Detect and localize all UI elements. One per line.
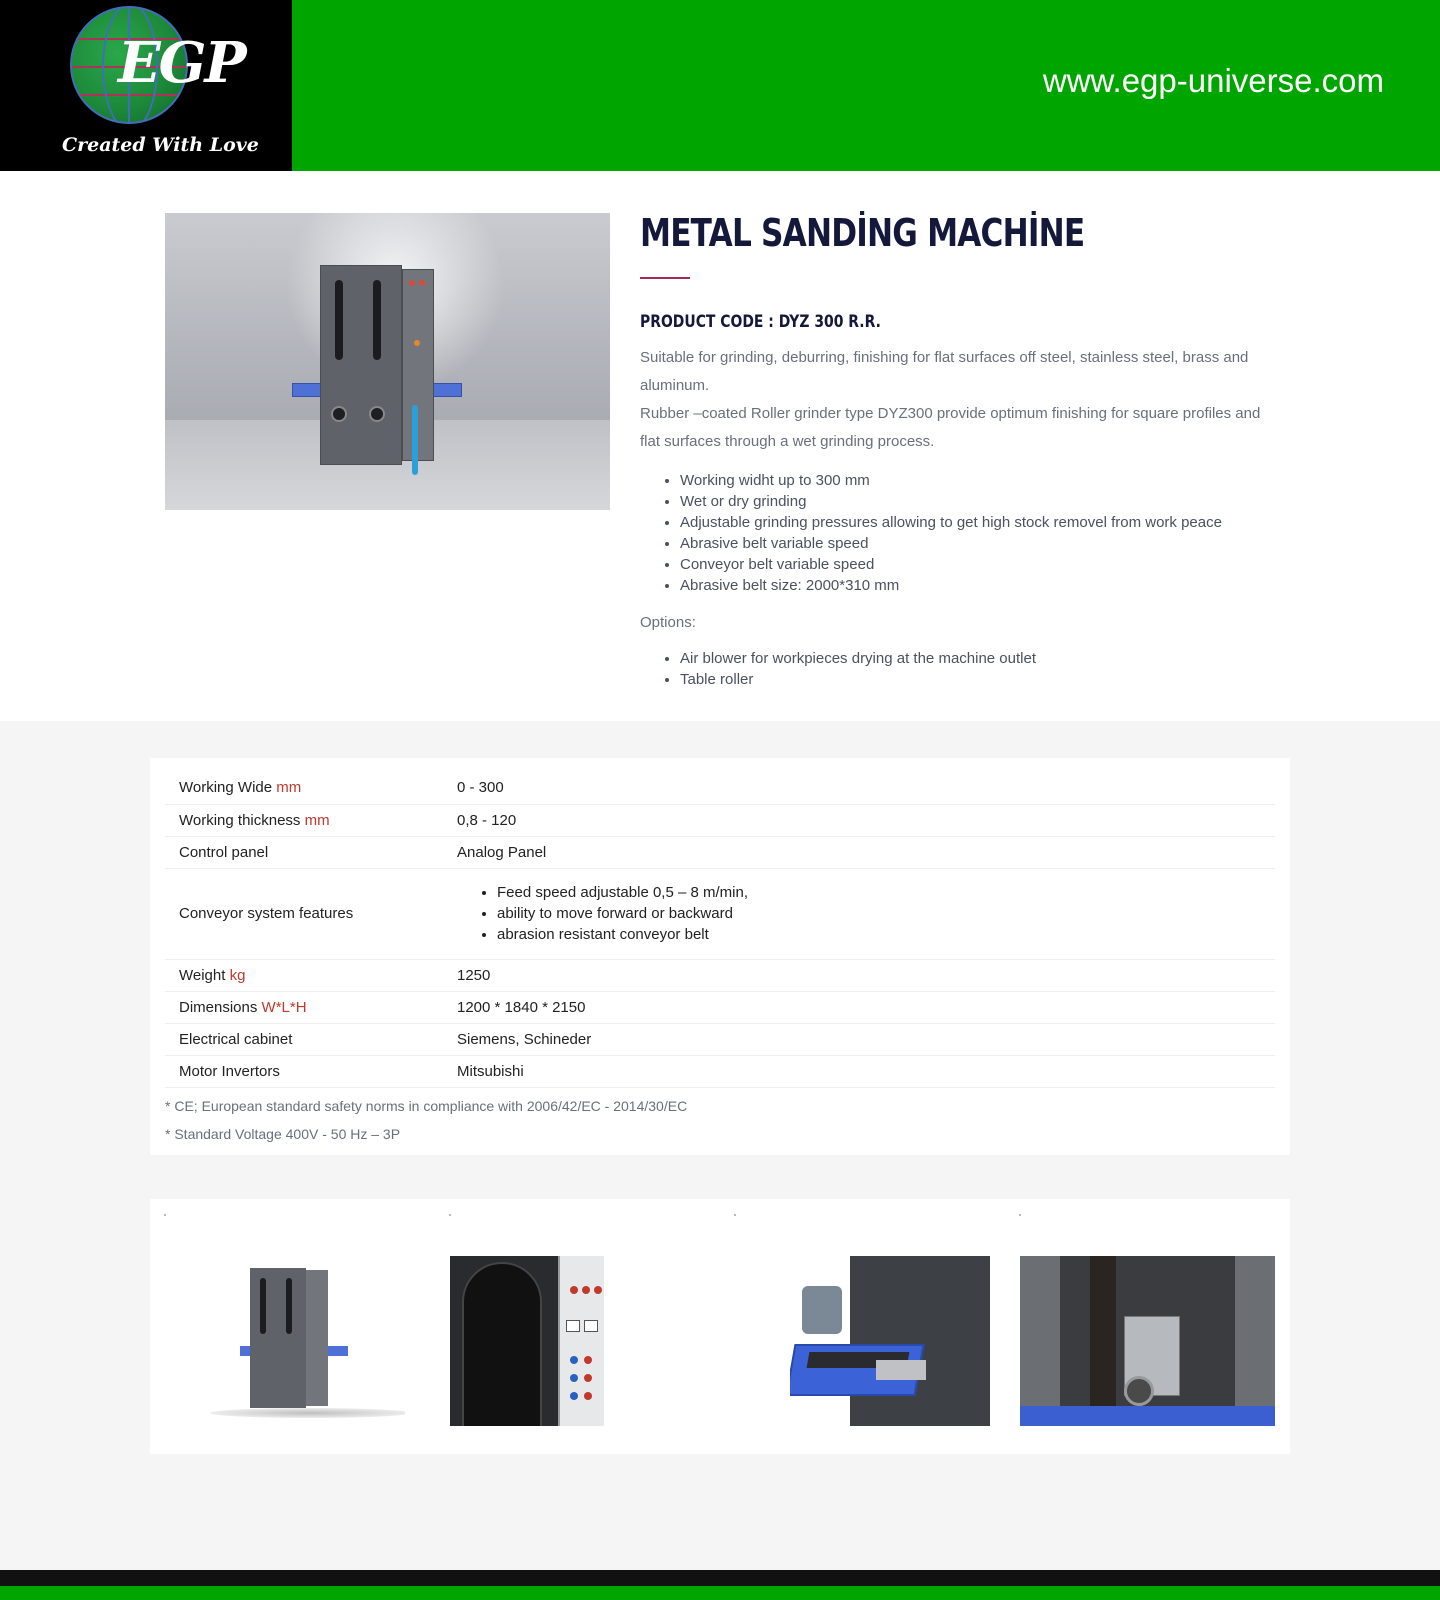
description-line: Suitable for grinding, deburring, finishing for flat surfaces off steel, stainless steel, brass and aluminum.: [640, 349, 1249, 394]
spec-unit: W*L*H: [261, 998, 307, 1016]
table-row: [165, 868, 1275, 959]
table-row: [165, 836, 1275, 868]
options-label: Options:: [640, 614, 696, 631]
spec-value: 1250: [443, 959, 1275, 991]
spec-unit: kg: [229, 966, 246, 984]
options-list: [640, 648, 1280, 690]
spec-value: 0,8 - 120: [443, 804, 1275, 836]
product-section: [0, 171, 1440, 721]
website-link[interactable]: www.egp-universe.com: [1042, 62, 1384, 99]
table-row: [165, 1023, 1275, 1055]
site-header: [0, 0, 1440, 171]
product-info: [640, 211, 1280, 690]
specs-card: [150, 758, 1290, 1155]
product-title: METAL SANDİNG MACHİNE: [640, 211, 1085, 255]
list-item: • Table roller: [680, 669, 1280, 690]
list-item: • Feed speed adjustable 0,5 – 8 m/min,: [497, 882, 1261, 903]
spec-value: Mitsubishi: [443, 1055, 1275, 1087]
description-line: Rubber –coated Roller grinder type DYZ300 provide optimum finishing for square profiles and flat surfaces through a wet grinding process.: [640, 405, 1261, 450]
list-item: • Abrasive belt size: 2000*310 mm: [680, 575, 1280, 596]
spec-label: Conveyor system features: [179, 905, 354, 922]
image-gallery: [150, 1199, 1290, 1454]
product-description: [640, 344, 1280, 456]
product-code: PRODUCT CODE : DYZ 300 R.R.: [640, 312, 881, 332]
note-line: * CE; European standard safety norms in compliance with 2006/42/EC - 2014/30/EC: [165, 1098, 688, 1114]
spec-label: Dimensions: [179, 998, 258, 1016]
logo-tagline: Created With Love: [62, 134, 259, 156]
note-line: * Standard Voltage 400V - 50 Hz – 3P: [165, 1126, 401, 1142]
feature-list: [640, 470, 1280, 596]
gallery-thumb-machine-front[interactable]: [190, 1256, 405, 1426]
list-item: • Air blower for workpieces drying at the machine outlet: [680, 648, 1280, 669]
list-item: • abrasion resistant conveyor belt: [497, 924, 1261, 945]
table-row: [165, 1055, 1275, 1087]
list-item: • Adjustable grinding pressures allowing to get high stock removel from work peace: [680, 512, 1280, 533]
title-divider: [640, 277, 690, 279]
spec-value: Analog Panel: [443, 836, 1275, 868]
list-item: • Abrasive belt variable speed: [680, 533, 1280, 554]
product-main-image[interactable]: [165, 213, 610, 510]
gallery-thumb-control-panel[interactable]: [450, 1256, 604, 1426]
spec-unit: mm: [276, 779, 302, 797]
spec-label: Working Wide: [179, 779, 273, 797]
list-item: • Wet or dry grinding: [680, 491, 1280, 512]
list-item: • ability to move forward or backward: [497, 903, 1261, 924]
list-item: • Working widht up to 300 mm: [680, 470, 1280, 491]
specs-table: [165, 772, 1275, 1088]
table-row: [165, 959, 1275, 991]
machine-illustration: [320, 265, 440, 465]
spec-label: Working thickness: [179, 811, 301, 829]
conveyor-features-list: [457, 882, 1261, 945]
table-row: [165, 991, 1275, 1023]
spec-value: Siemens, Schineder: [443, 1023, 1275, 1055]
gallery-thumb-conveyor-motor[interactable]: [790, 1256, 990, 1426]
table-row: [165, 772, 1275, 804]
logo[interactable]: [0, 0, 292, 171]
spec-unit: mm: [304, 811, 330, 829]
footer-green-bar: [0, 1586, 1440, 1600]
spec-label: Motor Invertors: [179, 1062, 280, 1080]
spec-notes: [165, 1092, 687, 1148]
spec-label: Electrical cabinet: [179, 1030, 293, 1048]
spec-label: Control panel: [179, 843, 269, 861]
logo-text: EGP: [118, 30, 245, 96]
list-item: • Conveyor belt variable speed: [680, 554, 1280, 575]
table-row: [165, 804, 1275, 836]
spec-value: 1200 * 1840 * 2150: [443, 991, 1275, 1023]
spec-label: Weight: [179, 966, 226, 984]
gallery-thumb-sanding-unit[interactable]: [1020, 1256, 1275, 1426]
spec-value: 0 - 300: [443, 772, 1275, 804]
